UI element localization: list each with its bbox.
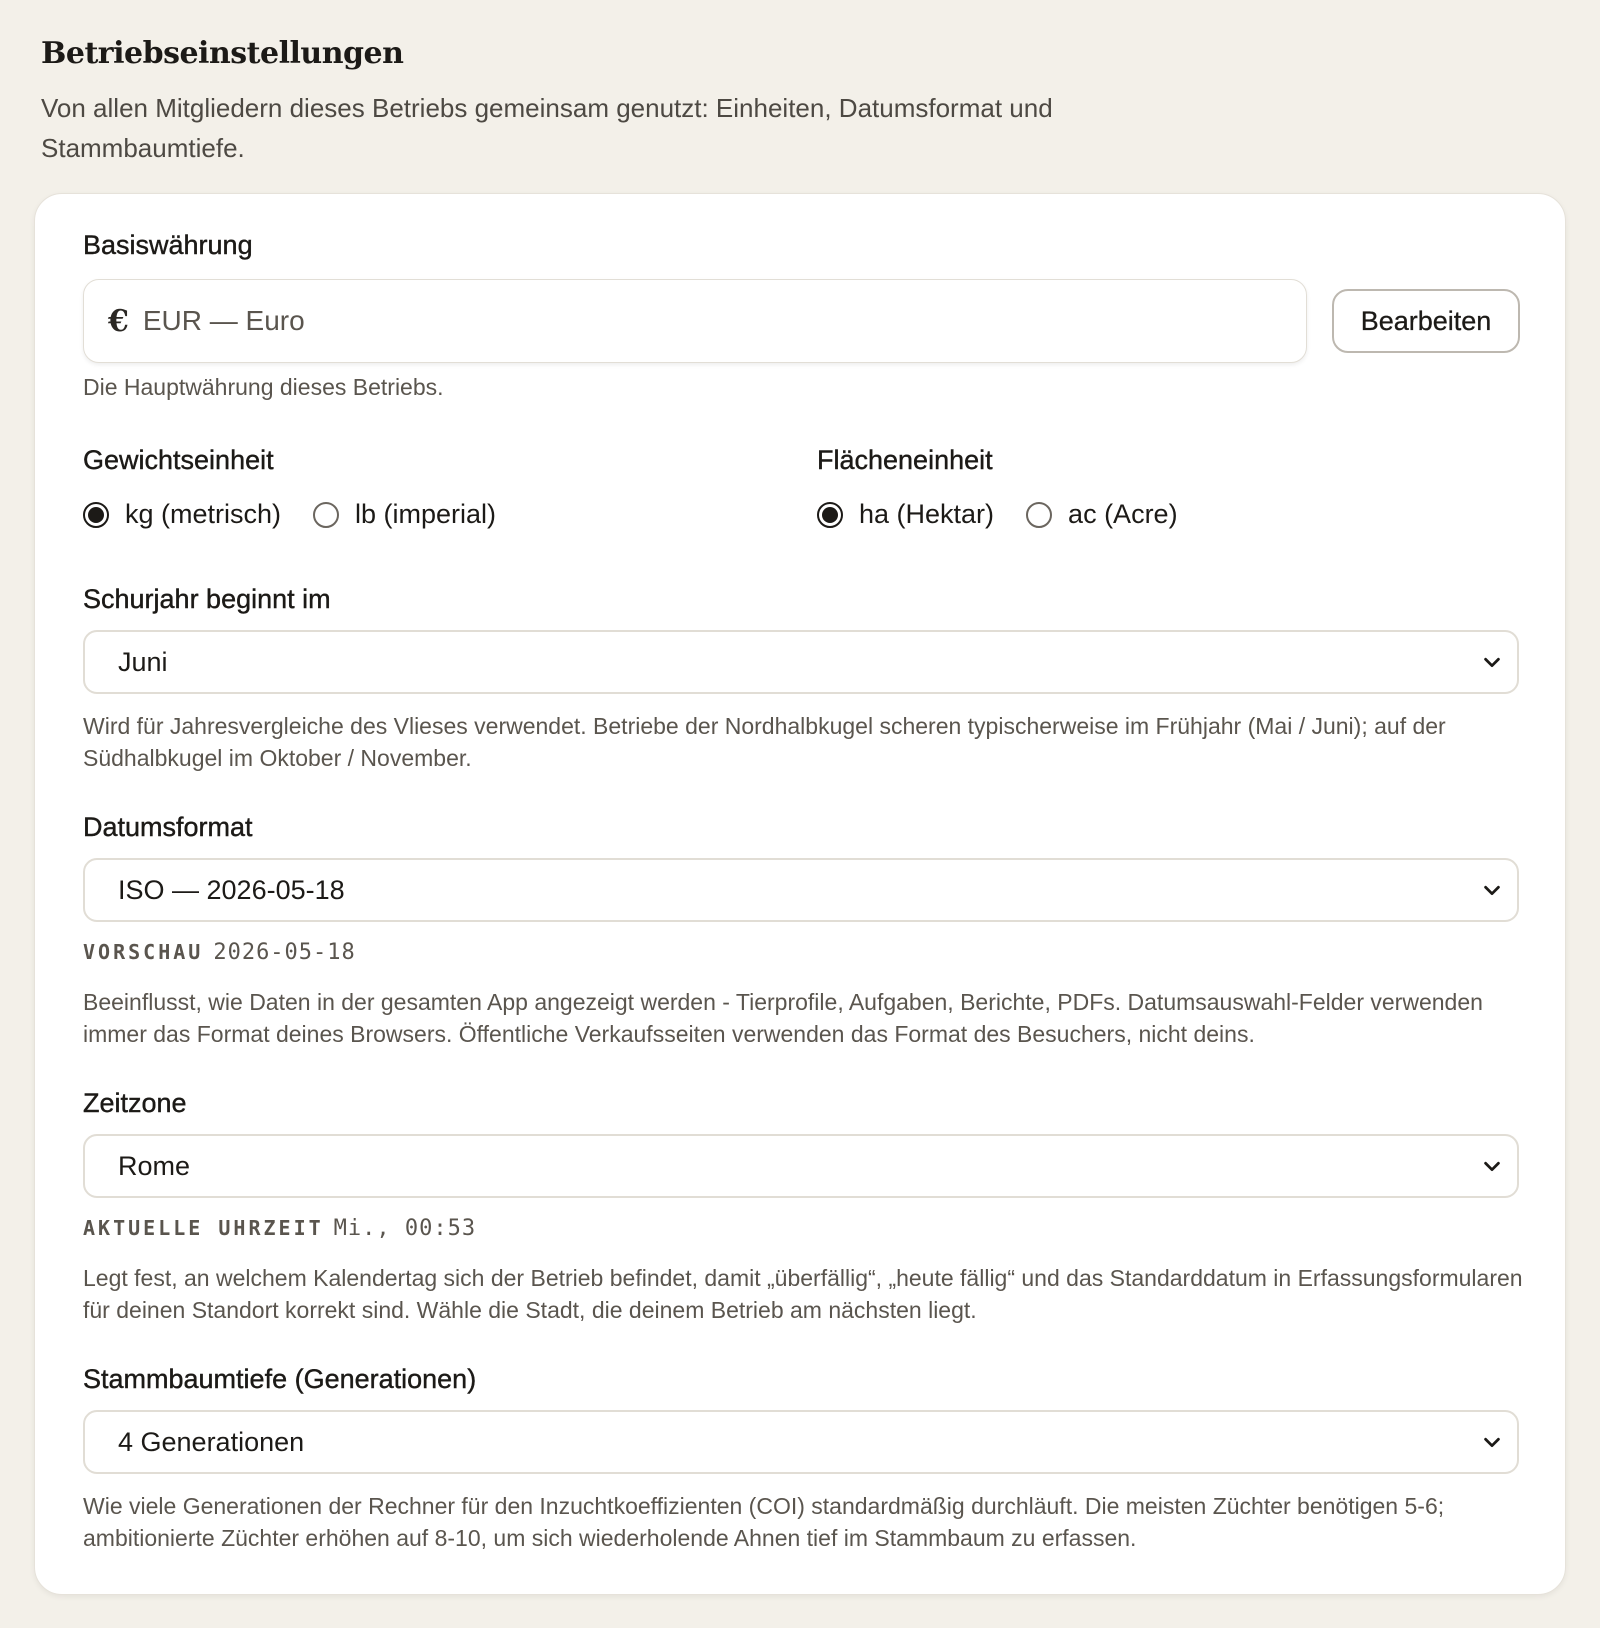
- weight-option-kg[interactable]: [83, 499, 281, 530]
- timezone-value: Rome: [118, 1150, 191, 1181]
- shearing-year-value: Juni: [118, 646, 168, 677]
- currency-field: [83, 279, 1307, 363]
- date-format-help: Beeinflusst, wie Daten in der gesamten App angezeigt werden - Tierprofile, Aufgaben, Berichte, PDFs. Datumsauswahl-Felder verwenden immer das Format deines Browsers. Öffentliche Verkaufsseiten verwenden das Format des Besuchers, nicht deins.: [83, 989, 1483, 1047]
- current-time: [83, 1216, 476, 1241]
- pedigree-depth-select[interactable]: [83, 1410, 1519, 1474]
- timezone-select[interactable]: [83, 1134, 1519, 1198]
- timezone-label: Zeitzone: [83, 1088, 187, 1118]
- currency-label: Basiswährung: [83, 230, 253, 260]
- weight-option-kg-label: kg (metrisch): [125, 499, 282, 529]
- date-format-label: Datumsformat: [83, 812, 253, 842]
- pedigree-depth-label: Stammbaumtiefe (Generationen): [83, 1364, 477, 1394]
- date-format-select[interactable]: [83, 858, 1519, 922]
- euro-icon: €: [108, 303, 129, 339]
- shearing-year-select[interactable]: [83, 630, 1519, 694]
- chevron-down-icon: [1481, 1431, 1503, 1453]
- page-title: Betriebseinstellungen: [41, 36, 404, 71]
- weight-option-lb[interactable]: [313, 499, 496, 530]
- edit-currency-button[interactable]: Bearbeiten: [1332, 289, 1520, 353]
- area-option-ha[interactable]: [817, 499, 994, 530]
- currency-value: EUR — Euro: [142, 305, 305, 336]
- chevron-down-icon: [1481, 1155, 1503, 1177]
- chevron-down-icon: [1481, 651, 1503, 673]
- current-time-value: Mi., 00:53: [333, 1216, 477, 1241]
- current-time-key: AKTUELLE UHRZEIT: [83, 1216, 324, 1240]
- page-subtitle: Von allen Mitgliedern dieses Betriebs gemeinsam genutzt: Einheiten, Datumsformat und Stammbaumtiefe.: [41, 93, 1053, 163]
- area-option-ac-label: ac (Acre): [1068, 499, 1178, 529]
- area-option-ac[interactable]: [1026, 499, 1178, 530]
- settings-card: [34, 193, 1566, 1595]
- area-unit-label: Flächeneinheit: [817, 445, 993, 475]
- radio-checked-icon[interactable]: [83, 502, 109, 528]
- area-unit-radio-group: [817, 499, 1210, 530]
- weight-unit-label: Gewichtseinheit: [83, 445, 274, 475]
- currency-help: Die Hauptwährung dieses Betriebs.: [83, 374, 444, 400]
- area-option-ha-label: ha (Hektar): [859, 499, 995, 529]
- chevron-down-icon: [1481, 879, 1503, 901]
- preview-key: VORSCHAU: [83, 940, 204, 964]
- weight-unit-radio-group: [83, 499, 528, 530]
- radio-checked-icon[interactable]: [817, 502, 843, 528]
- pedigree-depth-help: Wie viele Generationen der Rechner für den Inzuchtkoeffizienten (COI) standardmäßig durchläuft. Die meisten Züchter benötigen 5-6; ambitionierte Züchter erhöhen auf 8-10, um sich wiederholende Ahnen tief im Stammbaum zu erfassen.: [83, 1493, 1445, 1551]
- date-format-preview: [83, 940, 356, 965]
- weight-option-lb-label: lb (imperial): [355, 499, 497, 529]
- shearing-year-label: Schurjahr beginnt im: [83, 584, 331, 614]
- timezone-help: Legt fest, an welchem Kalendertag sich der Betrieb befindet, damit „überfällig“, „heute fällig“ und das Standarddatum in Erfassungsformularen für deinen Standort korrekt sind. Wähle die Stadt, die deinem Betrieb am nächsten liegt.: [83, 1265, 1523, 1323]
- radio-unchecked-icon[interactable]: [313, 502, 339, 528]
- preview-value: 2026-05-18: [213, 940, 356, 965]
- shearing-year-help: Wird für Jahresvergleiche des Vlieses verwendet. Betriebe der Nordhalbkugel scheren typischerweise im Frühjahr (Mai / Juni); auf der Südhalbkugel im Oktober / November.: [83, 713, 1446, 771]
- date-format-value: ISO — 2026-05-18: [118, 874, 345, 905]
- pedigree-depth-value: 4 Generationen: [118, 1426, 305, 1457]
- radio-unchecked-icon[interactable]: [1026, 502, 1052, 528]
